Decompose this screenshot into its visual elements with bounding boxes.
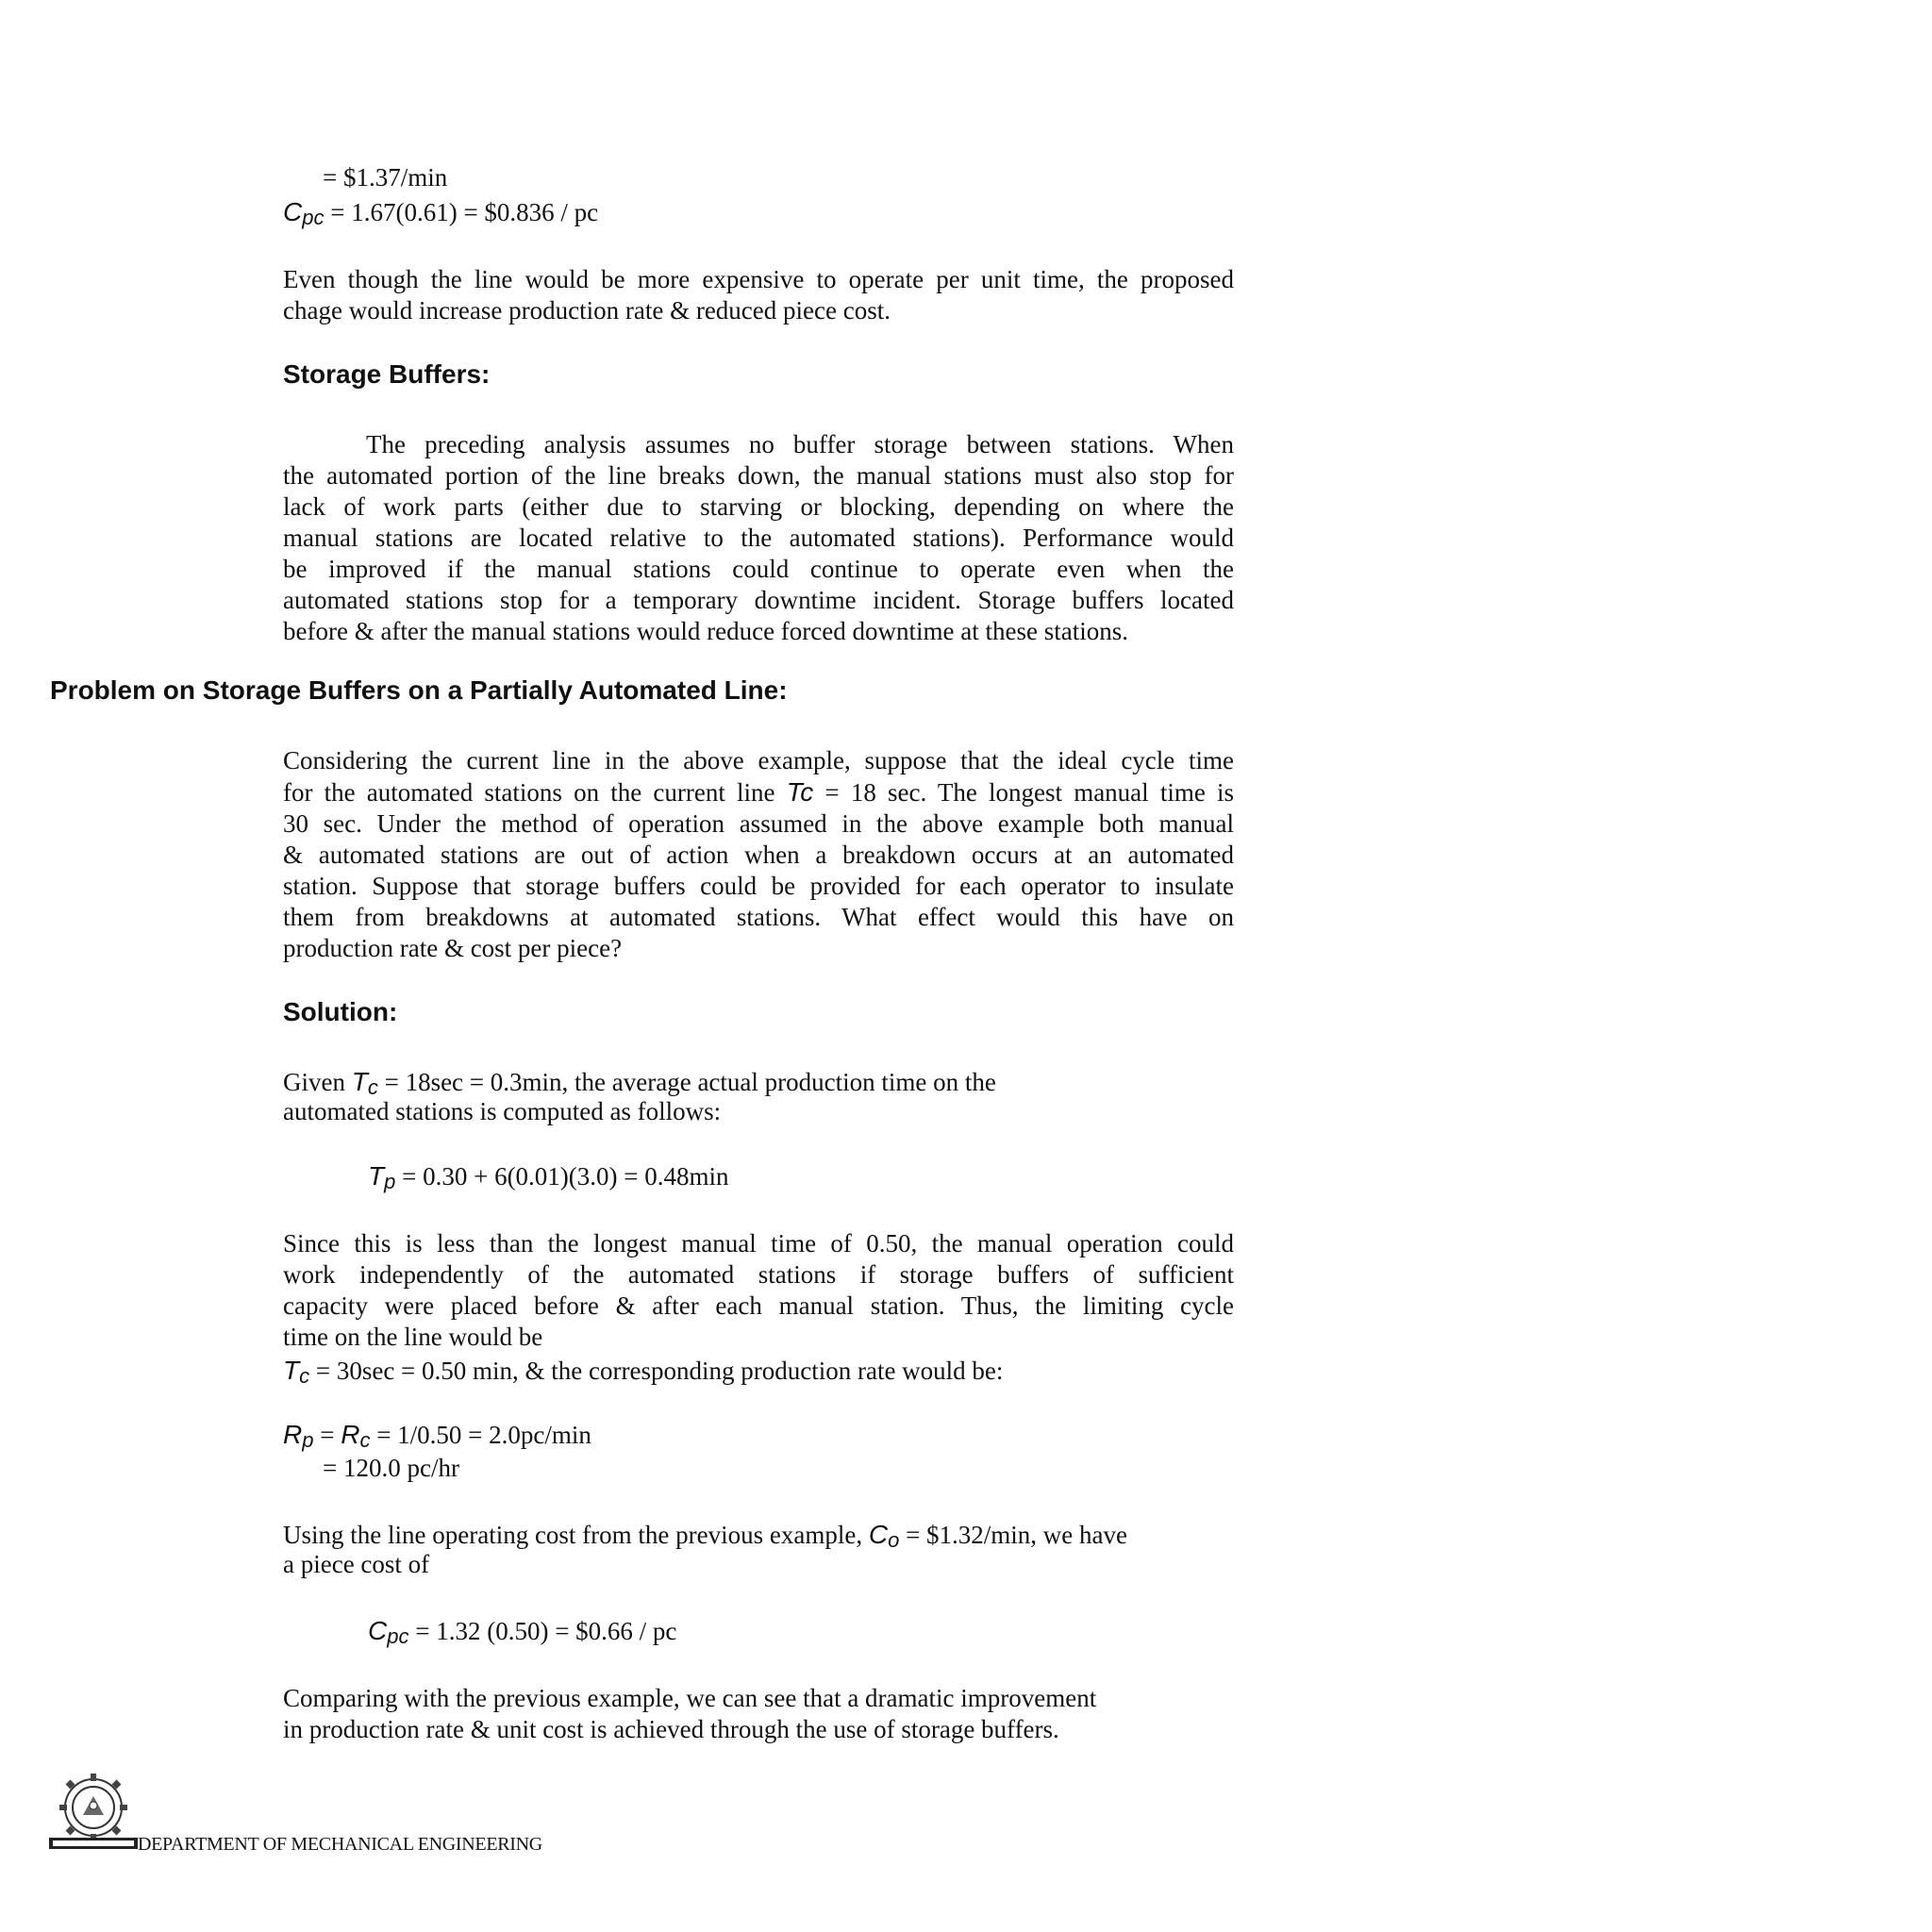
operating-cost-line-2: a piece cost of: [283, 1550, 430, 1578]
tp-equation: $T_p = 0.30 + 6(0.01)(3.0) = 0.48\min$: [368, 1161, 729, 1193]
tp-symbol: $T_p$: [368, 1161, 396, 1193]
cpc-result-equation: $C_{pc} = 1.32$ (0.50) = $0.66 / pc: [368, 1616, 677, 1648]
tc-symbol: Tc: [786, 777, 814, 807]
rc-symbol: $R_c$: [341, 1420, 371, 1452]
given-line-2: automated stations is computed as follows:: [283, 1097, 722, 1125]
section-heading-problem: Problem on Storage Buffers on a Partially Automated Line:: [50, 675, 788, 705]
operating-cost-line: Using the line operating cost from the previous example, $C_o$ = $1.32/min, we have: [283, 1520, 1128, 1552]
comparison-line-2: in production rate & unit cost is achieved through the use of storage buffers.: [283, 1715, 1059, 1743]
rp-equation-hourly: = 120.0 pc/hr: [323, 1454, 459, 1482]
given-line: Given $T_c = 18\sec = 0.3\min$, the average actual production time on the: [283, 1067, 996, 1099]
rp-symbol: $R_p$: [283, 1420, 314, 1452]
cpc-equation: $C_{pc} = 1.67(0.61)$ = $0.836 / pc: [283, 197, 599, 229]
rp-equation: $R_p = R_c = 1/0.50 = 2.0pc/\min$: [283, 1420, 591, 1452]
college-logo-icon: [49, 1768, 138, 1857]
cpc-symbol: $C_{pc}$: [283, 197, 325, 229]
storage-buffers-paragraph: The preceding analysis assumes no buffer storage between stations. When the automated portion of the line breaks down, the manual stations must also stop for lack of work parts (either due to starving or blocking, depending on where the manual stations are located relative to the automated stations). Performance would be improved if the manual stations could continue to operate even when the automated stations stop for a temporary downtime incident. Storage buffers located before & after the manual stations would reduce forced downtime at these stations.: [283, 430, 1234, 645]
tc-symbol: $T_c$: [283, 1356, 310, 1388]
cpc-symbol: $C_{pc}$: [368, 1616, 409, 1648]
section-heading-storage-buffers: Storage Buffers:: [283, 359, 491, 389]
problem-statement-paragraph: Considering the current line in the above example, suppose that the ideal cycle time for the automated stations on the current line Tc = 18 sec. The longest manual time is 30 sec. Under the method of operation assumed in the above example both manual & automated stations are out of action when a breakdown occurs at an automated station. Suppose that storage buffers could be provided for each operator to insulate them from breakdowns at automated stations. What effect would this have on production rate & cost per piece?: [283, 746, 1234, 962]
section-heading-solution: Solution:: [283, 997, 398, 1026]
conclusion-paragraph: Even though the line would be more expensive to operate per unit time, the proposed chage would increase production rate & reduced piece cost.: [283, 265, 1234, 325]
cost-rate-value: = $1.37/min: [323, 163, 448, 192]
department-footer: DEPARTMENT OF MECHANICAL ENGINEERING: [138, 1834, 542, 1855]
comparison-line-1: Comparing with the previous example, we can see that a dramatic improvement: [283, 1684, 1097, 1712]
limiting-cycle-paragraph: Since this is less than the longest manual time of 0.50, the manual operation could work independently of the automated stations if storage buffers of sufficient capacity were placed before & after each manual station. Thus, the limiting cycle time on the line would be: [283, 1229, 1234, 1351]
co-symbol: $C_o$: [868, 1520, 900, 1552]
tc-equation: $T_c = 30\sec = 0.50$ min, & the corresponding production rate would be:: [283, 1356, 1004, 1388]
tc-symbol: $T_c$: [351, 1067, 378, 1099]
